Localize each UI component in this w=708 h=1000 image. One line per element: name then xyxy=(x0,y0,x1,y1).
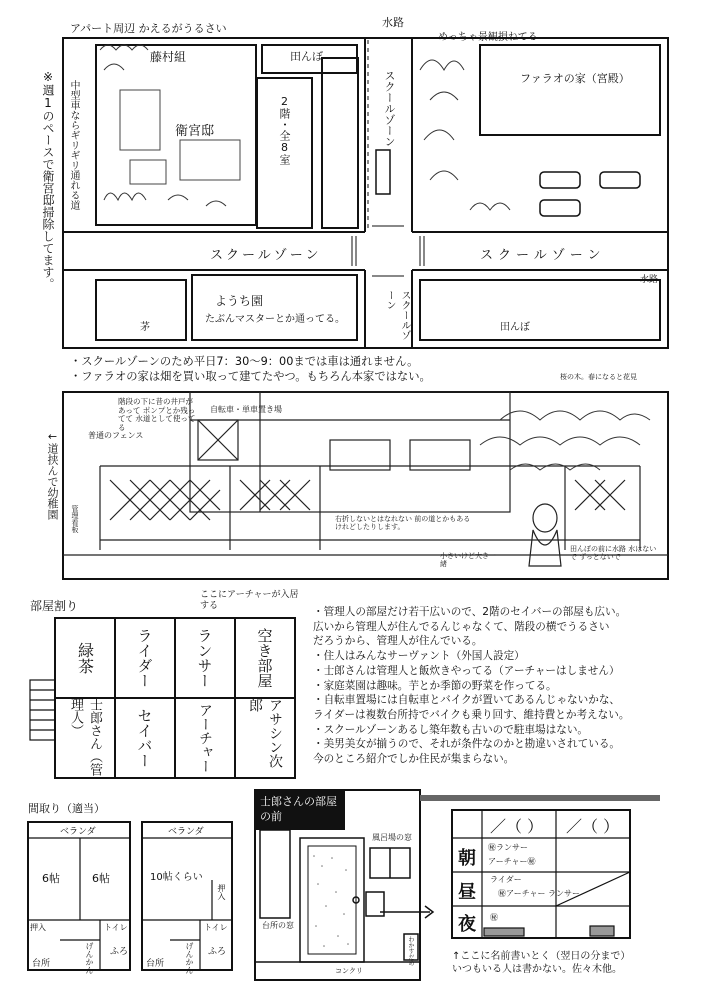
room-lower-3: アーチャー xyxy=(197,703,213,773)
room-upper-4: 空き部屋 xyxy=(255,628,274,688)
bullet-line: ・自転車置場には自転車とバイクが置いてあるんじゃないかな、 xyxy=(313,694,621,707)
schedule-row-noon: 昼 xyxy=(458,882,476,903)
note-line: ・ファラオの家は畑を買い取って建てたやつ。もちろん本家ではない。 xyxy=(70,370,431,383)
schedule-entry: ライダー xyxy=(490,875,522,884)
room-upper-1: 緑茶 xyxy=(75,642,95,674)
schedule-row-morning: 朝 xyxy=(458,848,476,869)
middle-road-label: 中型車ならギリギリ通れる道 xyxy=(68,80,79,210)
bullet-line: だろうから、管理人が住んでいる。 xyxy=(313,635,483,648)
resident-notes xyxy=(313,605,629,767)
floorplan-toilet-left: トイレ xyxy=(104,923,128,932)
floorplan-entrance-left: げんかん xyxy=(85,942,94,974)
caption-line: ↑ここに名前書いとく（翌日の分まで） xyxy=(452,951,631,962)
school-zone-horizontal-right: スクールゾーン xyxy=(480,248,606,263)
pharaoh-house-label: ファラオの家（宮殿） xyxy=(520,72,630,85)
room-upper-3: ランサー xyxy=(195,628,214,688)
archer-note: ここにアーチャーが入居する xyxy=(200,590,299,611)
map-title: アパート周辺 かえるがうるさい xyxy=(70,22,227,35)
waterway-label-top: 水路 xyxy=(382,16,404,29)
floorplan-room-b: 6帖 xyxy=(92,872,110,885)
room-lower-2: セイバー xyxy=(135,708,154,768)
street-left-note: ←道挟んで幼稚園 xyxy=(46,430,59,520)
bullet-line: ライダーは複数台所持でバイクも乗り回す、維持費とか考えない。 xyxy=(313,708,630,721)
waterway-label-right: 水路 xyxy=(640,275,659,285)
floorplan-oshiire: 押入 xyxy=(217,884,226,900)
map-notes xyxy=(70,354,431,384)
emiya-house-label: 衛宮邸 xyxy=(175,124,215,139)
note-line: ・スクールゾーンのため平日7：30〜9：00までは車は通れません。 xyxy=(70,355,419,368)
kindergarten-note: たぶんマスターとか通ってる。 xyxy=(205,314,345,325)
bullet-line: ・美男美女が揃うので、それが条件なのかと勘違いされている。 xyxy=(313,738,621,751)
tree-note: 桜の木。春になると花見 xyxy=(560,373,637,381)
floorplan-kitchen-left: 台所 xyxy=(32,959,51,969)
floorplan-right-veranda: ベランダ xyxy=(168,827,204,837)
room-lower-1: 士郎さん（管理人） xyxy=(68,698,102,776)
kitchen-window-label: 台所の窓 xyxy=(262,921,294,930)
field-top-label: 田んぼ xyxy=(290,50,323,63)
bullet-line: ・管理人の部屋だけ若干広いので、2階のセイバーの部屋も広い。 xyxy=(313,606,627,618)
pharaoh-note: めっちゃ景観損ねてる xyxy=(438,32,538,43)
school-zone-horizontal-left: スクールゾーン xyxy=(210,248,322,263)
floor-label: コンクリ xyxy=(335,967,363,975)
bullet-line: ・士郎さんは管理人と飯炊きやってる（アーチャーはしません） xyxy=(313,664,620,677)
floorplan-room-a: 6帖 xyxy=(42,872,60,885)
floorplan-kitchen-right: 台所 xyxy=(146,959,165,969)
floorplan-left-veranda: ベランダ xyxy=(60,827,96,837)
bike-parking-note: 自転車・単車置き場 xyxy=(210,405,282,414)
bullet-line: 広いから管理人が住んでるんじゃなくて、階段の横でうるさい xyxy=(313,620,610,633)
floorplan-title: 間取り（適当） xyxy=(28,802,105,815)
floorplan-bath-left: ふろ xyxy=(110,947,129,957)
room-upper-2: ライダー xyxy=(135,628,154,688)
schedule-entry: ㊙アーチャー ランサー xyxy=(498,889,581,898)
caption-line: いつもいる人は書かない。佐々木他。 xyxy=(452,964,622,975)
school-zone-vertical-bottom: スクールゾーン xyxy=(384,290,410,340)
room-lower-4: アサシン次郎 xyxy=(247,698,283,768)
signboard-note: 管理看板 xyxy=(71,505,79,533)
schedule-caption xyxy=(452,950,630,976)
road-note: 右折しないとはなれない 前の道とかもあるけれどしたりします。 xyxy=(335,515,471,532)
floorplan-bath-right: ふろ xyxy=(208,947,227,957)
rooms-title: 部屋割り xyxy=(30,599,79,613)
schedule-entry: ㊙ランサー xyxy=(488,843,528,852)
schedule-date-2: ／（ ） xyxy=(566,817,620,836)
bucket-label: わかすだめ xyxy=(407,936,414,966)
under-stairs-note: 階段の下に昔の井戸があって ポンプとか残ってて 水道として使ってる xyxy=(118,397,196,432)
bullet-line: 今のところ紹介でしか住民が集まらない。 xyxy=(313,753,515,766)
bullet-line: ・家庭菜園は趣味。芋とか季節の野菜を作ってる。 xyxy=(313,679,557,692)
school-zone-vertical-top: スクールゾーン xyxy=(383,70,396,147)
floorplan-room-large: 10帖くらい xyxy=(150,872,203,883)
apartment-label: 2階・全8室 xyxy=(278,95,291,165)
schedule-entry: ㊙ xyxy=(490,913,498,922)
field-bottom-label: 田んぼ xyxy=(500,322,530,333)
far-note: 小さいけど大き一緒 xyxy=(440,552,496,569)
schedule-row-night: 夜 xyxy=(458,914,476,935)
floorplan-toilet-right: トイレ xyxy=(204,923,228,932)
fence-note: 普通のフェンス xyxy=(88,431,144,440)
schedule-entry: アーチャー㊙ xyxy=(488,857,536,866)
bullet-line: ・スクールゾーンあるし築年数も古いので駐車場はない。 xyxy=(313,723,589,736)
side-note: ※週1のペースで衛宮邸掃除してます。 xyxy=(41,70,55,290)
door-title: 士郎さんの部屋の前 xyxy=(260,795,337,823)
schedule-date-1: ／（ ） xyxy=(490,817,544,836)
waterway-note: 田んぼの前に水路 水はないで ずっとないで xyxy=(570,545,657,562)
floorplan-entrance-right: げんかん xyxy=(185,942,194,974)
door xyxy=(300,838,364,962)
kaya-label: 茅 xyxy=(140,322,150,333)
floorplan-oshiire-left: 押入 xyxy=(30,923,46,932)
kindergarten-label: ようち園 xyxy=(215,294,264,308)
fujimura-label: 藤村組 xyxy=(150,50,187,64)
bath-window-label: 風呂場の窓 xyxy=(372,833,412,842)
bullet-line: ・住人はみんなサーヴァント（外国人設定） xyxy=(313,650,525,663)
